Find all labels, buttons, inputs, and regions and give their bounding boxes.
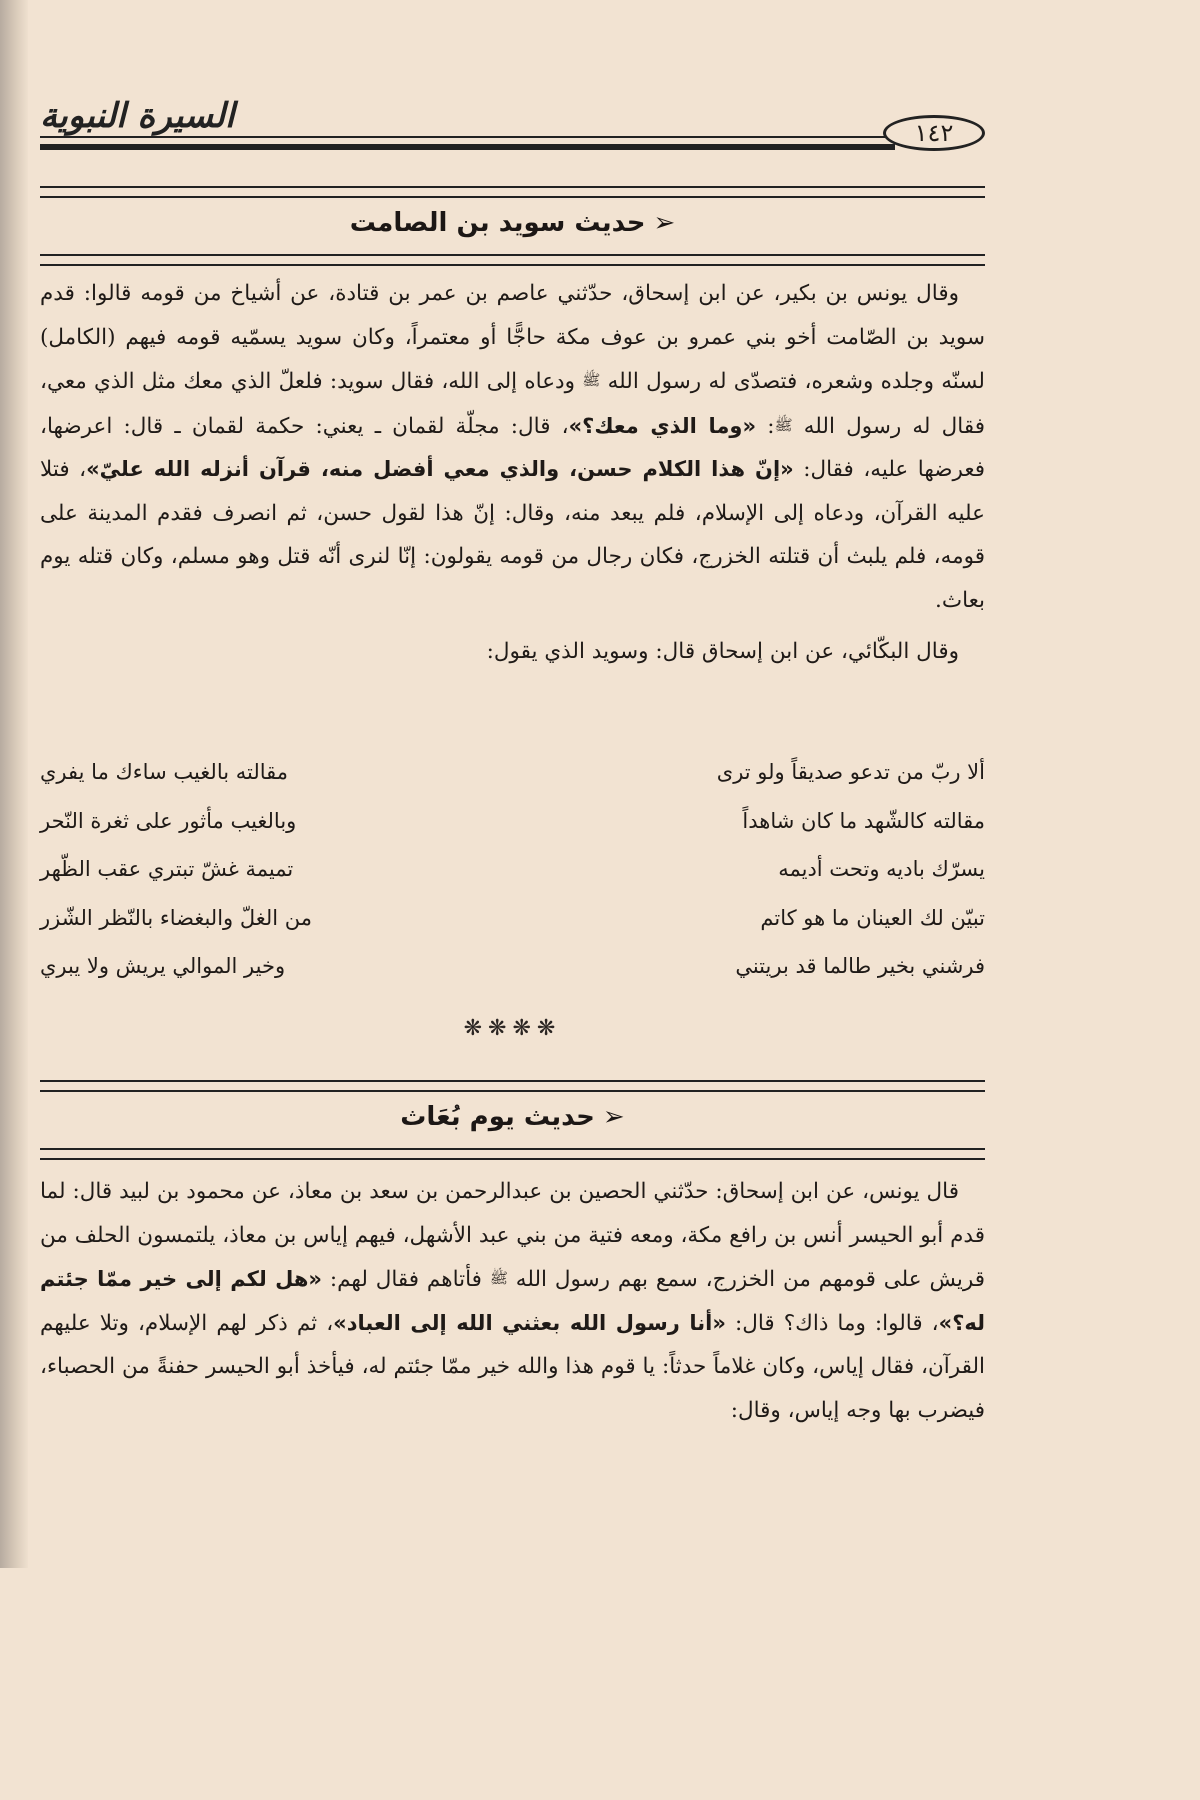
prophetic-quote: «إنّ هذا الكلام حسن، والذي معي أفضل منه، قرآن أنزله الله عليّ» <box>86 457 794 481</box>
text-run: قال يونس، عن ابن إسحاق: حدّثني الحصين بن عبدالرحمن بن سعد بن معاذ، عن محمود بن لبيد قال: لما قدم أبو الحيسر أنس بن رافع مكة، ومعه فتية من بني عبد الأشهل، فيهم إياس بن معاذ، يلتمسون الحلف من قريش على قومهم من الخزرج، سمع بهم رسول الله <box>39 1179 986 1292</box>
book-title: السيرة النبوية <box>40 96 235 136</box>
prophetic-quote: «وما الذي معك؟» <box>568 413 757 438</box>
hemistich-second: تميمة غشّ تبتري عقب الظّهر <box>40 857 294 881</box>
section-separator-stars: ❋❋❋❋ <box>463 1016 562 1041</box>
section-title <box>40 208 985 238</box>
text-run: ودعاه إلى الله، فقال سويد: فلعلّ الذي معك مثل الذي معي، فقال له رسول الله <box>40 369 985 439</box>
rule <box>40 254 985 256</box>
section-heading-suwayd <box>40 186 985 266</box>
rule <box>40 1080 985 1082</box>
section-heading-buath <box>40 1080 985 1160</box>
section2-body <box>40 1170 985 1432</box>
verse <box>40 942 985 991</box>
salutation-glyph: ﷺ <box>774 415 793 434</box>
rule <box>40 1158 985 1160</box>
hemistich-first: فرشني بخير طالما قد بريتني <box>735 954 985 978</box>
hemistich-first: تبيّن لك العينان ما هو كاتم <box>760 905 985 930</box>
rule <box>40 196 985 198</box>
paragraph <box>40 1170 985 1432</box>
text-run: ، قالوا: وما ذاك؟ قال: <box>725 1310 939 1336</box>
rule <box>40 1148 985 1150</box>
prophetic-quote: «أنا رسول الله بعثني الله إلى العباد» <box>333 1310 726 1335</box>
text-run: وقال يونس بن بكير، عن ابن إسحاق، حدّثني عاصم بن عمر بن قتادة، عن أشياخ من قومه قالوا: قدم سويد بن الصّامت أخو بني عمرو بن عوف مكة حاجًّا أو معتمراً، وكان سويد يسمّيه قومه فيهم (الكامل) لسنّه وجلده وشعره، فتصدّى له رسول الله <box>40 281 985 394</box>
paragraph <box>40 272 985 622</box>
salutation-glyph: ﷺ <box>582 371 601 389</box>
rule <box>40 264 985 266</box>
book-page <box>40 0 985 1568</box>
verse <box>40 748 985 797</box>
section-title-text: حديث يوم بُعَاث <box>400 1102 595 1132</box>
hemistich-second: وبالغيب مأثور على ثغرة النّحر <box>40 808 297 833</box>
header-rule-thin <box>40 136 895 138</box>
hemistich-second: مقالته بالغيب ساءك ما يفري <box>40 760 289 784</box>
hemistich-second: من الغلّ والبغضاء بالنّظر الشّزر <box>40 905 313 930</box>
verse <box>40 894 985 943</box>
prophetic-quote: «هل لكم إلى خير ممّا جئتم له؟» <box>40 1267 985 1335</box>
rule <box>40 186 985 188</box>
text-run: : <box>756 413 775 439</box>
book-spine-shadow <box>0 0 28 1568</box>
header-rule-thick <box>40 144 895 150</box>
hemistich-first: مقالته كالشّهد ما كان شاهداً <box>742 808 985 833</box>
salutation-glyph: ﷺ <box>489 1269 508 1287</box>
text-run: ، فتلا عليه القرآن، ودعاه إلى الإسلام، فلم يبعد منه، وقال: إنّ هذا لقول حسن، ثم انصرف فقدم المدينة على قومه، فلم يلبث أن قتلته الخزرج، فكان رجال من قومه يقولون: إنّا لنرى أنّه قتل وهو مسلم، وكان قتله يوم بعاث. <box>40 457 985 613</box>
hemistich-first: يسرّك باديه وتحت أديمه <box>778 857 985 881</box>
section-title <box>40 1102 985 1132</box>
page-number: ١٤٢ <box>883 115 985 151</box>
poem <box>40 748 985 991</box>
running-header <box>40 92 985 162</box>
section1-body <box>40 272 985 674</box>
verse <box>40 845 985 894</box>
section-title-text: حديث سويد بن الصامت <box>349 208 646 238</box>
text-run: ، ثم ذكر لهم الإسلام، وتلا عليهم القرآن، فقال إياس، وكان غلاماً حدثاً: يا قوم هذا والله خير ممّا جئتم له، فيأخذ أبو الحيسر حفنةً من الحصباء، فيضرب بها وجه إياس، وقال: <box>40 1310 985 1423</box>
verse <box>40 797 985 846</box>
hemistich-second: وخير الموالي يريش ولا يبري <box>40 954 286 978</box>
arrow-marker-icon: ➢ <box>602 1102 625 1132</box>
arrow-marker-icon: ➢ <box>653 208 676 238</box>
text-run: ، قال: مجلّة لقمان ـ يعني: حكمة لقمان ـ قال: اعرضها، فعرضها عليه، فقال: <box>40 413 986 482</box>
poem-intro: وقال البكّائي، عن ابن إسحاق قال: وسويد الذي يقول: <box>486 639 959 664</box>
text-run: فأتاهم فقال لهم: <box>321 1267 490 1292</box>
hemistich-first: ألا ربّ من تدعو صديقاً ولو ترى <box>716 760 985 784</box>
rule <box>40 1090 985 1092</box>
